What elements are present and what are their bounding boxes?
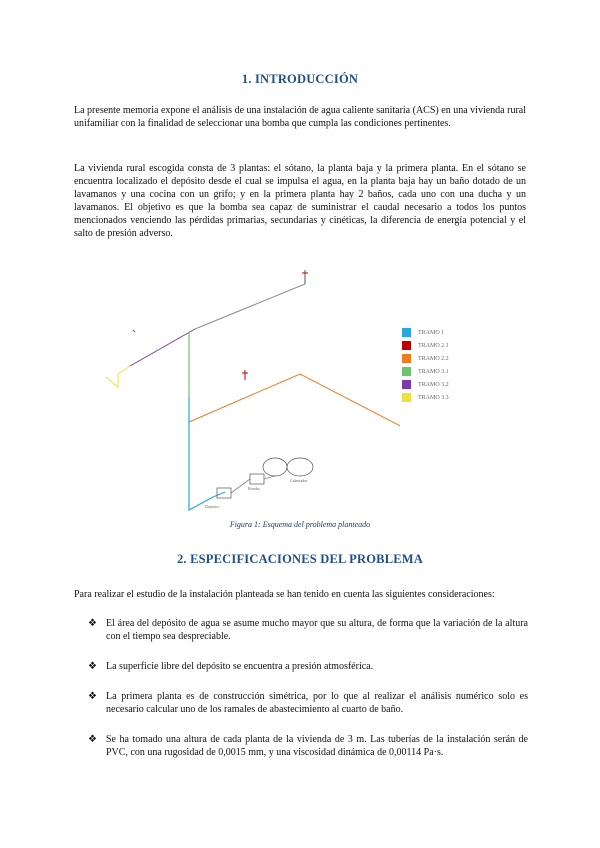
diamond-bullet-icon: ❖	[88, 734, 97, 745]
bullet-text: La primera planta es de construcción simétrica, por lo que al realizar el análisis numérico solo es necesario calcular uno de los ramales de abastecimiento al cuarto de baño.	[106, 691, 528, 715]
list-item	[88, 660, 528, 673]
heater-label: Calentador	[290, 478, 308, 483]
diamond-bullet-icon: ❖	[88, 691, 97, 702]
diamond-bullet-icon: ❖	[88, 618, 97, 629]
legend-swatch	[402, 367, 411, 376]
list-item	[88, 733, 528, 759]
intro-paragraph-2: La vivienda rural escogida consta de 3 plantas: el sótano, la planta baja y la primera planta. En el sótano se encuentra localizado el depósito desde el cual se impulsa el agua, en la planta baja hay un baño dotado de un lavamanos y una cocina con un grifo; y en la primera planta hay 2 baños, cada uno con una ducha y un lavamanos. El objetivo es que la bomba sea capaz de suministrar el caudal necesario a todos los puntos mencionados venciendo las pérdidas primarias, secundarias y cinéticas, la diferencia de energía potencial y el salto de presión adverso.	[74, 163, 526, 239]
valve-icon	[250, 474, 264, 484]
legend-item-tramo-1	[402, 326, 449, 339]
section-2-title: 2. ESPECIFICACIONES DEL PROBLEMA	[176, 552, 424, 566]
legend-swatch	[402, 354, 411, 363]
trunk-pipe-upper	[195, 284, 305, 329]
legend-label: TRAMO 2.2	[418, 355, 449, 362]
legend-swatch	[402, 380, 411, 389]
legend-swatch	[402, 393, 411, 402]
bullet-text: El área del depósito de agua se asume mucho mayor que su altura, de forma que la variación de la altura con el tiempo sea despreciable.	[106, 618, 528, 642]
figure-legend	[402, 326, 449, 404]
piping-scheme-figure	[100, 262, 400, 514]
equipment-link-2	[264, 476, 275, 479]
tramo-2-2-pipe	[189, 374, 400, 432]
legend-label: TRAMO 3.3	[418, 394, 449, 401]
figure-caption: Figura 1: Esquema del problema planteado	[229, 520, 371, 529]
bullet-text: La superficie libre del depósito se encuentra a presión atmosférica.	[106, 661, 374, 672]
bullet-text: Se ha tomado una altura de cada planta de la vivienda de 3 m. Las tuberías de la instalación serán de PVC, con una rugosidad de 0,0015 mm, y una viscosidad dinámica de 0,00114 Pa·s.	[106, 734, 528, 758]
section-1-title: 1. INTRODUCCIÓN	[241, 72, 359, 86]
tramo-3-2-pipe	[130, 329, 195, 366]
legend-swatch	[402, 328, 411, 337]
pump-label: Bomba	[248, 486, 260, 491]
specs-intro-paragraph: Para realizar el estudio de la instalación planteada se han tenido en cuenta las siguientes consideraciones:	[74, 589, 495, 600]
intro-paragraph-1: La presente memoria expone el análisis de una instalación de agua caliente sanitaria (ACS) en una vivienda rural unifamiliar con la finalidad de seleccionar una bomba que cumpla las condiciones pertinentes.	[74, 105, 526, 129]
specs-bullet-list	[88, 617, 528, 759]
legend-label: TRAMO 3.1	[418, 368, 449, 375]
legend-item-tramo-3-2	[402, 378, 449, 391]
legend-item-tramo-2-1	[402, 339, 449, 352]
diamond-bullet-icon: ❖	[88, 661, 97, 672]
tank-label: Depósito	[205, 504, 220, 509]
legend-item-tramo-3-1	[402, 365, 449, 378]
legend-swatch	[402, 341, 411, 350]
legend-item-tramo-2-2	[402, 352, 449, 365]
small-fitting-marker	[133, 330, 135, 332]
list-item	[88, 617, 528, 643]
legend-item-tramo-3-3	[402, 391, 449, 404]
list-item	[88, 690, 528, 716]
heater-icon	[287, 458, 313, 476]
legend-label: TRAMO 1	[418, 329, 445, 336]
tank-icon	[263, 458, 287, 476]
legend-label: TRAMO 3.2	[418, 381, 449, 388]
legend-label: TRAMO 2.1	[418, 342, 449, 349]
